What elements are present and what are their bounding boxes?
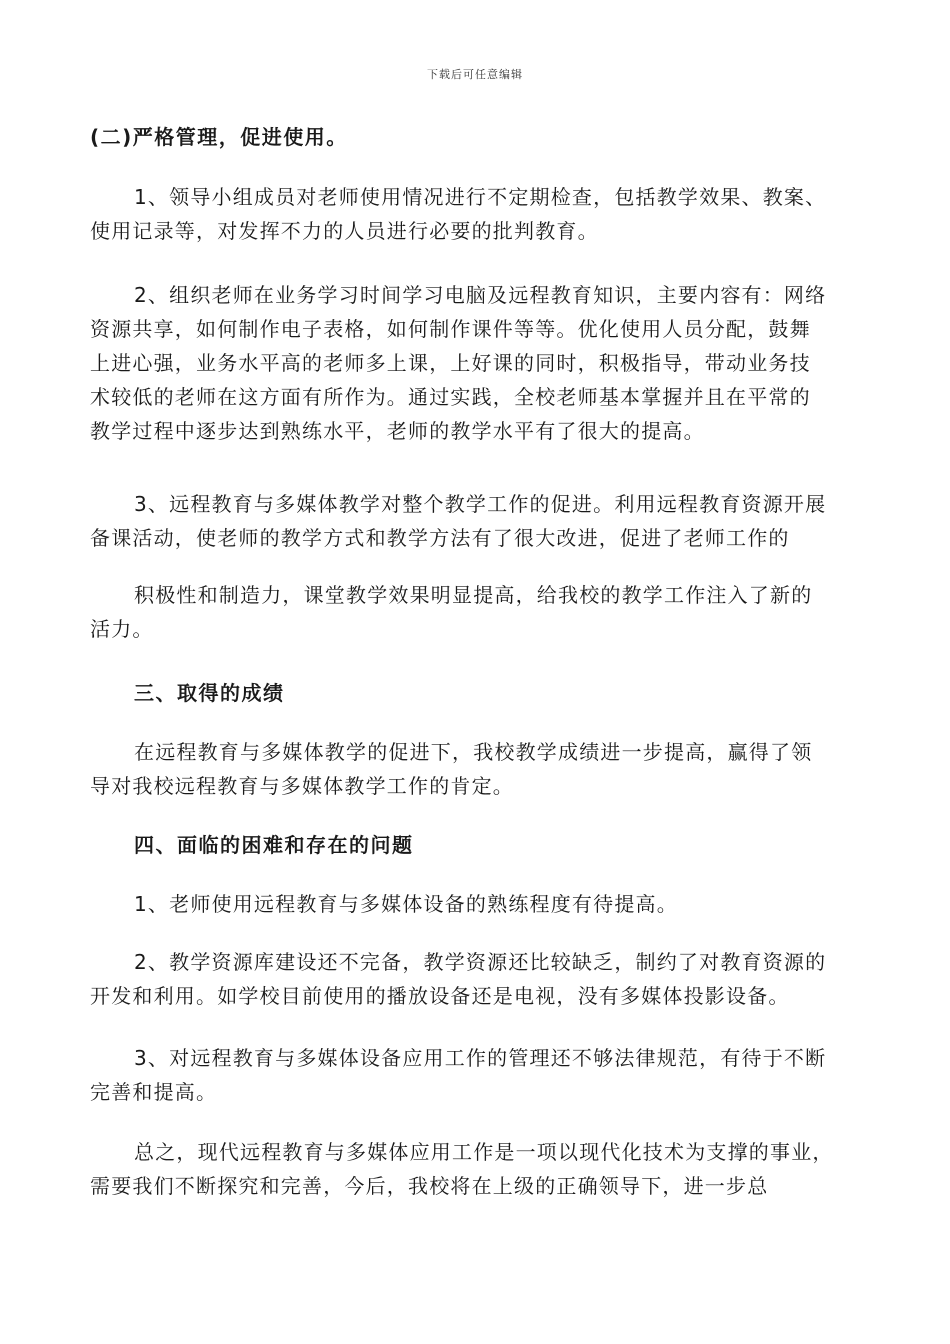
- page-header-note: 下载后可任意编辑: [427, 68, 523, 81]
- paragraph-line: 开发和利用。如学校目前使用的播放设备还是电视，没有多媒体投影设备。: [90, 984, 790, 1008]
- paragraph-line: 备课活动，使老师的教学方式和教学方法有了很大改进，促进了老师工作的: [90, 526, 790, 550]
- paragraph-line: 教学过程中逐步达到熟练水平，老师的教学水平有了很大的提高。: [90, 419, 705, 443]
- paragraph-1: [90, 180, 860, 248]
- paragraph-line: 活力。: [90, 617, 154, 641]
- paragraph-6: [90, 887, 860, 921]
- paragraph-3: [90, 487, 860, 555]
- paragraph-line: 3、远程教育与多媒体教学对整个教学工作的促进。利用远程教育资源开展: [134, 492, 827, 516]
- paragraph-line: 3、对远程教育与多媒体设备应用工作的管理还不够法律规范，有待于不断: [134, 1046, 827, 1070]
- paragraph-line: 1、老师使用远程教育与多媒体设备的熟练程度有待提高。: [134, 892, 678, 916]
- paragraph-4: [90, 578, 860, 646]
- paragraph-9: [90, 1135, 860, 1203]
- section-heading-2: [90, 120, 860, 154]
- paragraph-line: 导对我校远程教育与多媒体教学工作的肯定。: [90, 774, 514, 798]
- paragraph-line: 完善和提高。: [90, 1080, 218, 1104]
- paragraph-7: [90, 945, 860, 1013]
- paragraph-line: 上进心强，业务水平高的老师多上课，上好课的同时，积极指导，带动业务技: [90, 351, 811, 375]
- paragraph-line: 2、教学资源库建设还不完备，教学资源还比较缺乏，制约了对教育资源的: [134, 950, 827, 974]
- paragraph-line: 2、组织老师在业务学习时间学习电脑及远程教育知识，主要内容有：网络: [134, 283, 827, 307]
- heading-text: (二)严格管理，促进使用。: [90, 125, 348, 149]
- heading-text: 四、面临的困难和存在的问题: [134, 833, 414, 857]
- section-heading-4: [90, 828, 860, 862]
- paragraph-line: 使用记录等，对发挥不力的人员进行必要的批判教育。: [90, 219, 599, 243]
- section-heading-3: [90, 676, 860, 710]
- paragraph-5: [90, 735, 860, 803]
- paragraph-line: 总之，现代远程教育与多媒体应用工作是一项以现代化技术为支撑的事业，: [134, 1140, 834, 1164]
- paragraph-line: 资源共享，如何制作电子表格，如何制作课件等等。优化使用人员分配，鼓舞: [90, 317, 811, 341]
- heading-text: 三、取得的成绩: [134, 681, 285, 705]
- paragraph-2: [90, 278, 860, 448]
- paragraph-line: 在远程教育与多媒体教学的促进下，我校教学成绩进一步提高，赢得了领: [134, 740, 813, 764]
- paragraph-line: 1、领导小组成员对老师使用情况进行不定期检查，包括教学效果、教案、: [134, 185, 827, 209]
- paragraph-line: 需要我们不断探究和完善，今后，我校将在上级的正确领导下，进一步总: [90, 1174, 769, 1198]
- paragraph-8: [90, 1041, 860, 1109]
- paragraph-line: 术较低的老师在这方面有所作为。通过实践，全校老师基本掌握并且在平常的: [90, 385, 811, 409]
- paragraph-line: 积极性和制造力，课堂教学效果明显提高，给我校的教学工作注入了新的: [134, 583, 813, 607]
